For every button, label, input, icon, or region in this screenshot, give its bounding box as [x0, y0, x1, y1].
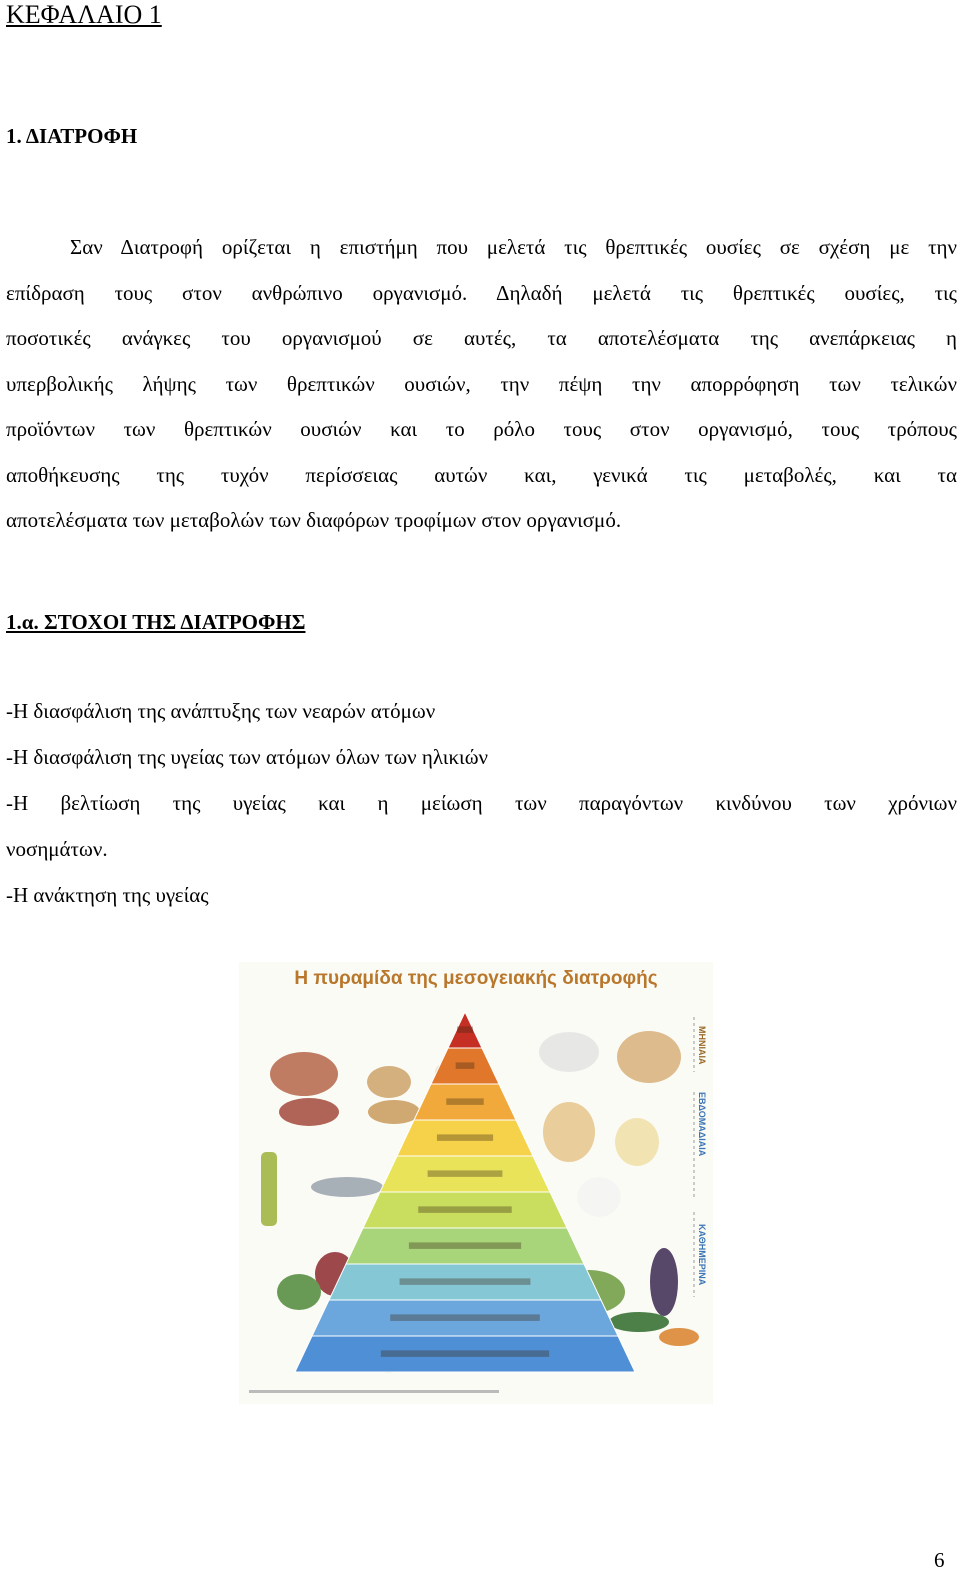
- pyramid-tier-label-plate: [428, 1170, 503, 1176]
- section-title: 1. ΔΙΑΤΡΟΦΗ: [6, 124, 138, 148]
- pyramid-tier-label-plate: [418, 1206, 512, 1212]
- goals-list: [6, 688, 957, 918]
- goal-item: -Η διασφάλιση της υγείας των ατόμων όλων των ηλικιών: [6, 745, 489, 769]
- side-label-monthly: ΜΗΝΙΑΙΑ: [697, 1026, 707, 1065]
- intro-paragraph: [6, 225, 957, 544]
- pyramid-tier-label-plate: [456, 1062, 475, 1068]
- pyramid-tier-label-plate: [390, 1314, 540, 1320]
- pyramid-tier-label-plate: [446, 1098, 483, 1104]
- paragraph-line: αποθήκευσης της τυχόν περίσσειας αυτών και, γενικά τις μεταβολές, και τα: [6, 462, 957, 487]
- goal-item: -Η ανάκτηση της υγείας: [6, 883, 209, 907]
- figure-title: Η πυραμίδα της μεσογειακής διατροφής: [294, 968, 658, 989]
- goals-heading: 1.α. ΣΤΟΧΟΙ ΤΗΣ ΔΙΑΤΡΟΦΗΣ: [6, 610, 306, 634]
- pyramid-tier-label-plate: [457, 1026, 473, 1032]
- side-label-daily-wrap: [695, 1224, 713, 1314]
- pyramid-tier-label-plate: [409, 1242, 521, 1248]
- pyramid-tier-label-plate: [437, 1134, 493, 1140]
- paragraph-line: ποσοτικές ανάγκες του οργανισμού σε αυτές, τα αποτελέσματα της ανεπάρκειας η: [6, 326, 957, 350]
- paragraph-line: προϊόντων των θρεπτικών ουσιών και το ρόλο τους στον οργανισμό, τους τρόπους: [6, 417, 957, 441]
- side-label-daily: ΚΑΘΗΜΕΡΙΝΑ: [697, 1224, 707, 1286]
- mediterranean-diet-pyramid-figure: [239, 962, 713, 1404]
- paragraph-line: Σαν Διατροφή ορίζεται η επιστήμη που μελετά τις θρεπτικές ουσίες σε σχέση με την: [70, 235, 957, 259]
- pyramid-tier-label-plate: [400, 1278, 531, 1284]
- pyramid-illustration: [239, 962, 713, 1404]
- paragraph-line: επίδραση τους στον ανθρώπινο οργανισμό. Δηλαδή μελετά τις θρεπτικές ουσίες, τις: [6, 280, 957, 305]
- chapter-title: ΚΕΦΑΛΑΙΟ 1: [6, 0, 162, 29]
- pyramid-tier-label-plate: [381, 1350, 549, 1356]
- goal-item-continuation: νοσημάτων.: [6, 837, 108, 861]
- goal-item: -Η διασφάλιση της ανάπτυξης των νεαρών ατόμων: [6, 699, 436, 723]
- page-number: 6: [934, 1548, 945, 1572]
- side-label-weekly: ΕΒΔΟΜΑΔΙΑΙΑ: [697, 1092, 707, 1157]
- paragraph-line: αποτελέσματα των μεταβολών των διαφόρων τροφίμων στον οργανισμό.: [6, 508, 622, 532]
- side-label-weekly-wrap: [695, 1092, 713, 1212]
- paragraph-line: υπερβολικής λήψης των θρεπτικών ουσιών, την πέψη την απορρόφηση των τελικών: [6, 371, 957, 396]
- goal-item: -Η βελτίωση της υγείας και η μείωση των παραγόντων κινδύνου των χρόνιων: [6, 791, 957, 815]
